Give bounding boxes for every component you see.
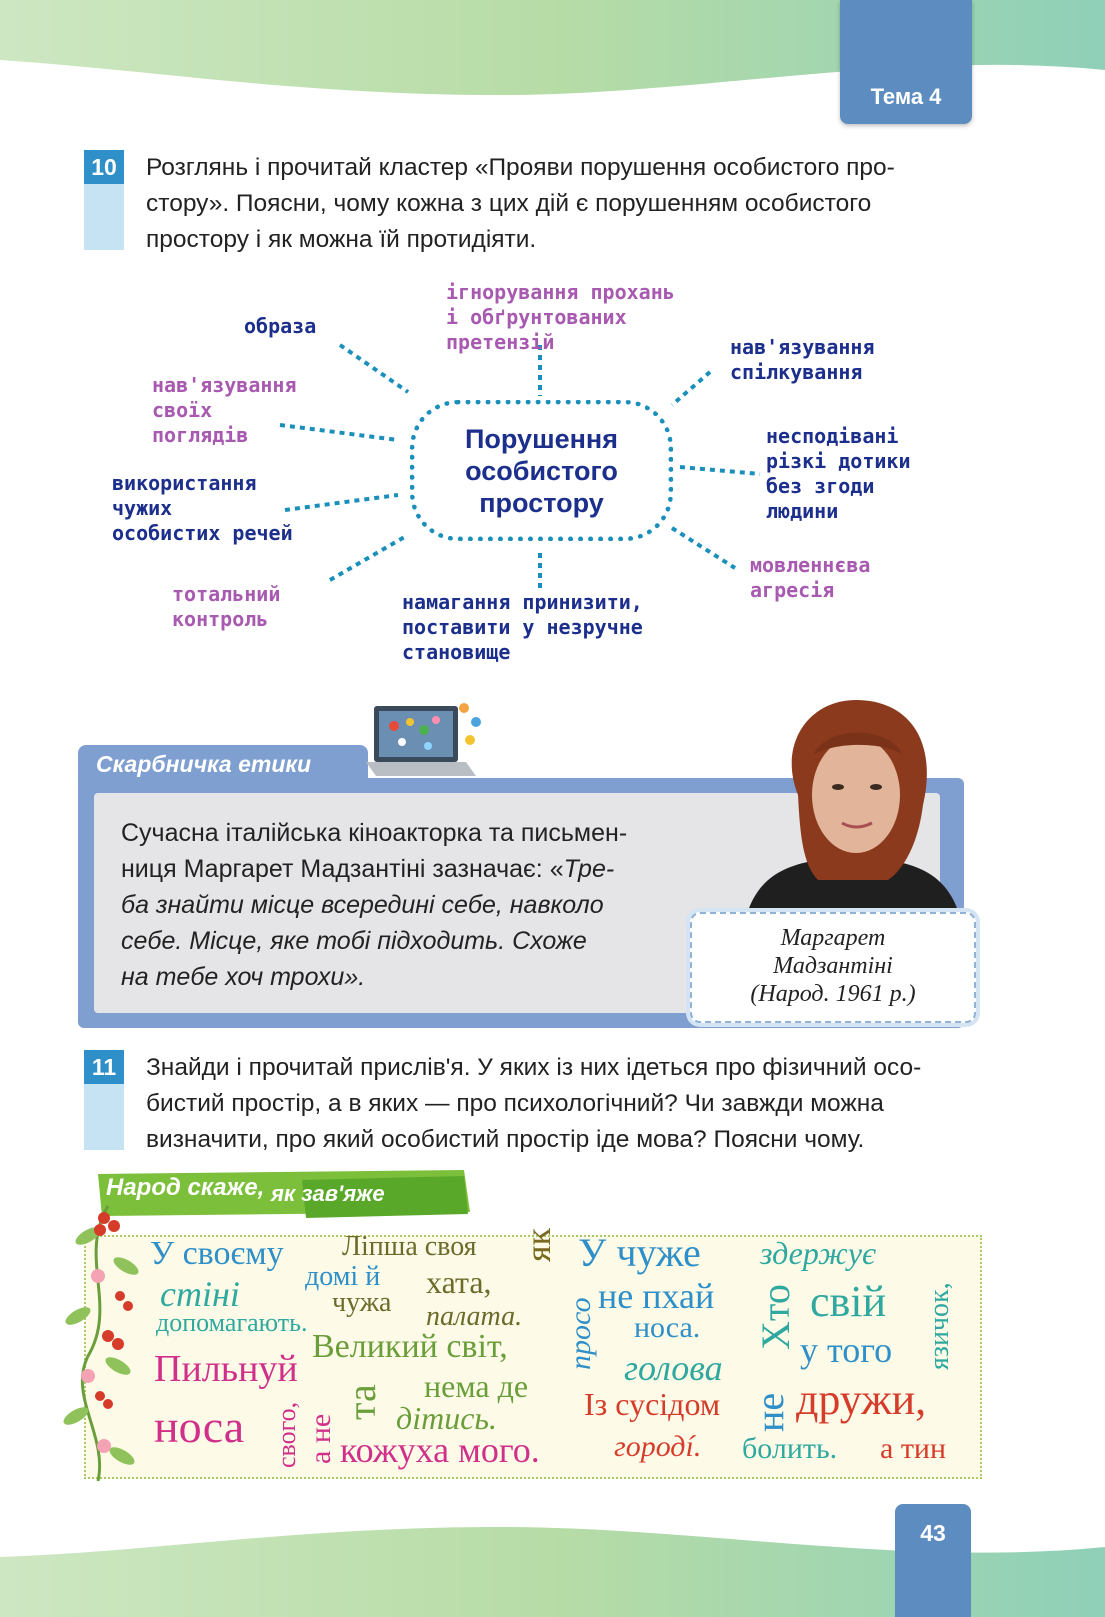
proverb-word: у того [800,1330,893,1370]
ethics-line: себе. Місце, яке тобі підходить. Схоже [121,927,587,955]
proverb-word: а тин [880,1432,947,1465]
proverb-word: не [747,1392,792,1432]
task-11-line: Знайди і прочитай прислів'я. У яких із них ідеться про фізичний осо- [146,1054,922,1081]
rowan-branch-decoration [48,1196,148,1486]
ethics-line: Сучасна італійська кіноакторка та письмен- [121,819,628,847]
mindmap-node-using-things: використання чужих особистих речей [112,471,293,545]
proverb-word: городí. [614,1430,702,1463]
ethics-line: на тебе хоч трохи». [121,963,366,991]
proverb-word: нема де [424,1368,529,1404]
proverb-word: Хто [753,1284,798,1350]
proverb-word: Ліпша своя [342,1231,477,1262]
mindmap-node-touching: несподівані різкі дотики без згоди людини [766,424,911,523]
proverbs-banner-text: Народ скаже, як зав'яже [106,1174,385,1206]
portrait-caption: Маргарет Мадзантіні (Народ. 1961 р.) [690,912,976,1023]
mindmap-node-humiliate: намагання принизити, поставити у незручне становище [402,590,643,664]
proverb-word: свій [810,1277,887,1326]
proverb-word: свого, [272,1401,301,1468]
task-10-number: 10 [84,150,124,250]
proverb-word: носа. [634,1311,701,1344]
task-11-text [146,1050,972,1158]
proverb-word: просо [564,1297,597,1370]
task-11-number: 11 [84,1050,124,1150]
proverb-word: чужа [332,1287,392,1318]
proverb-word: болить. [742,1432,838,1465]
laptop-icon [366,698,484,780]
mindmap-node-insult: образа [244,314,317,338]
proverb-word: язичок, [924,1282,955,1370]
mindmap-node-verbal-aggression: мовленнєва агресія [750,553,871,602]
proverb-word: У чуже [578,1230,701,1275]
proverb-word: домі й [305,1261,381,1292]
proverb-word: палата. [426,1301,523,1332]
proverb-word: хата, [426,1264,492,1300]
proverb-word: Великий світ, [312,1328,508,1365]
page-number: 43 [895,1504,971,1617]
mindmap-center: Порушення особистого простору [410,400,673,541]
proverb-word: голова [624,1348,723,1388]
proverb-word: носа [154,1401,245,1452]
ethics-line: ба знайти місце всередині себе, навколо [121,891,604,919]
ethics-tab: Скарбничка етики [78,745,368,783]
proverb-word: Із сусідом [584,1386,721,1422]
task-10-line: Розглянь і прочитай кластер «Прояви порушення особистого про- [146,154,895,181]
proverb-word: здержує [760,1235,876,1271]
topic-label: Тема 4 [870,84,942,109]
mindmap-node-imposing-communication: нав'язування спілкування [730,335,875,384]
task-10-line: простору і як можна їй протидіяти. [146,226,537,253]
proverb-word: не пхай [598,1276,715,1316]
task-10-line: стору». Поясни, чому кожна з цих дій є порушенням особистого [146,190,872,217]
proverb-word: кожуха мого. [340,1430,540,1470]
portrait-photo [738,695,964,917]
mindmap-node-ignoring: ігнорування прохань і обґрунтованих претензій [446,280,675,354]
proverb-word: У своєму [150,1235,284,1272]
proverb-word: Пильнуй [154,1348,298,1390]
proverb-word: дітись. [396,1400,497,1436]
mindmap-node-total-control: тотальний контроль [172,582,281,631]
task-11-line: бистий простір, а в яких — про психологічний? Чи завжди можна [146,1090,884,1117]
mindmap-node-imposing-views: нав'язування своїх поглядів [152,373,297,447]
proverb-word: як [518,1227,558,1262]
proverb-word: та [339,1384,384,1420]
task-11-line: визначити, про який особистий простір іде мова? Поясни чому. [146,1126,865,1153]
proverb-word: допомагають. [156,1308,308,1337]
ethics-line: ниця Маргарет Мадзантіні зазначає: «Тре- [121,855,615,883]
proverb-word: а не [304,1413,337,1464]
proverb-word: дружи, [796,1375,927,1424]
proverb-word: стіні [160,1274,240,1314]
